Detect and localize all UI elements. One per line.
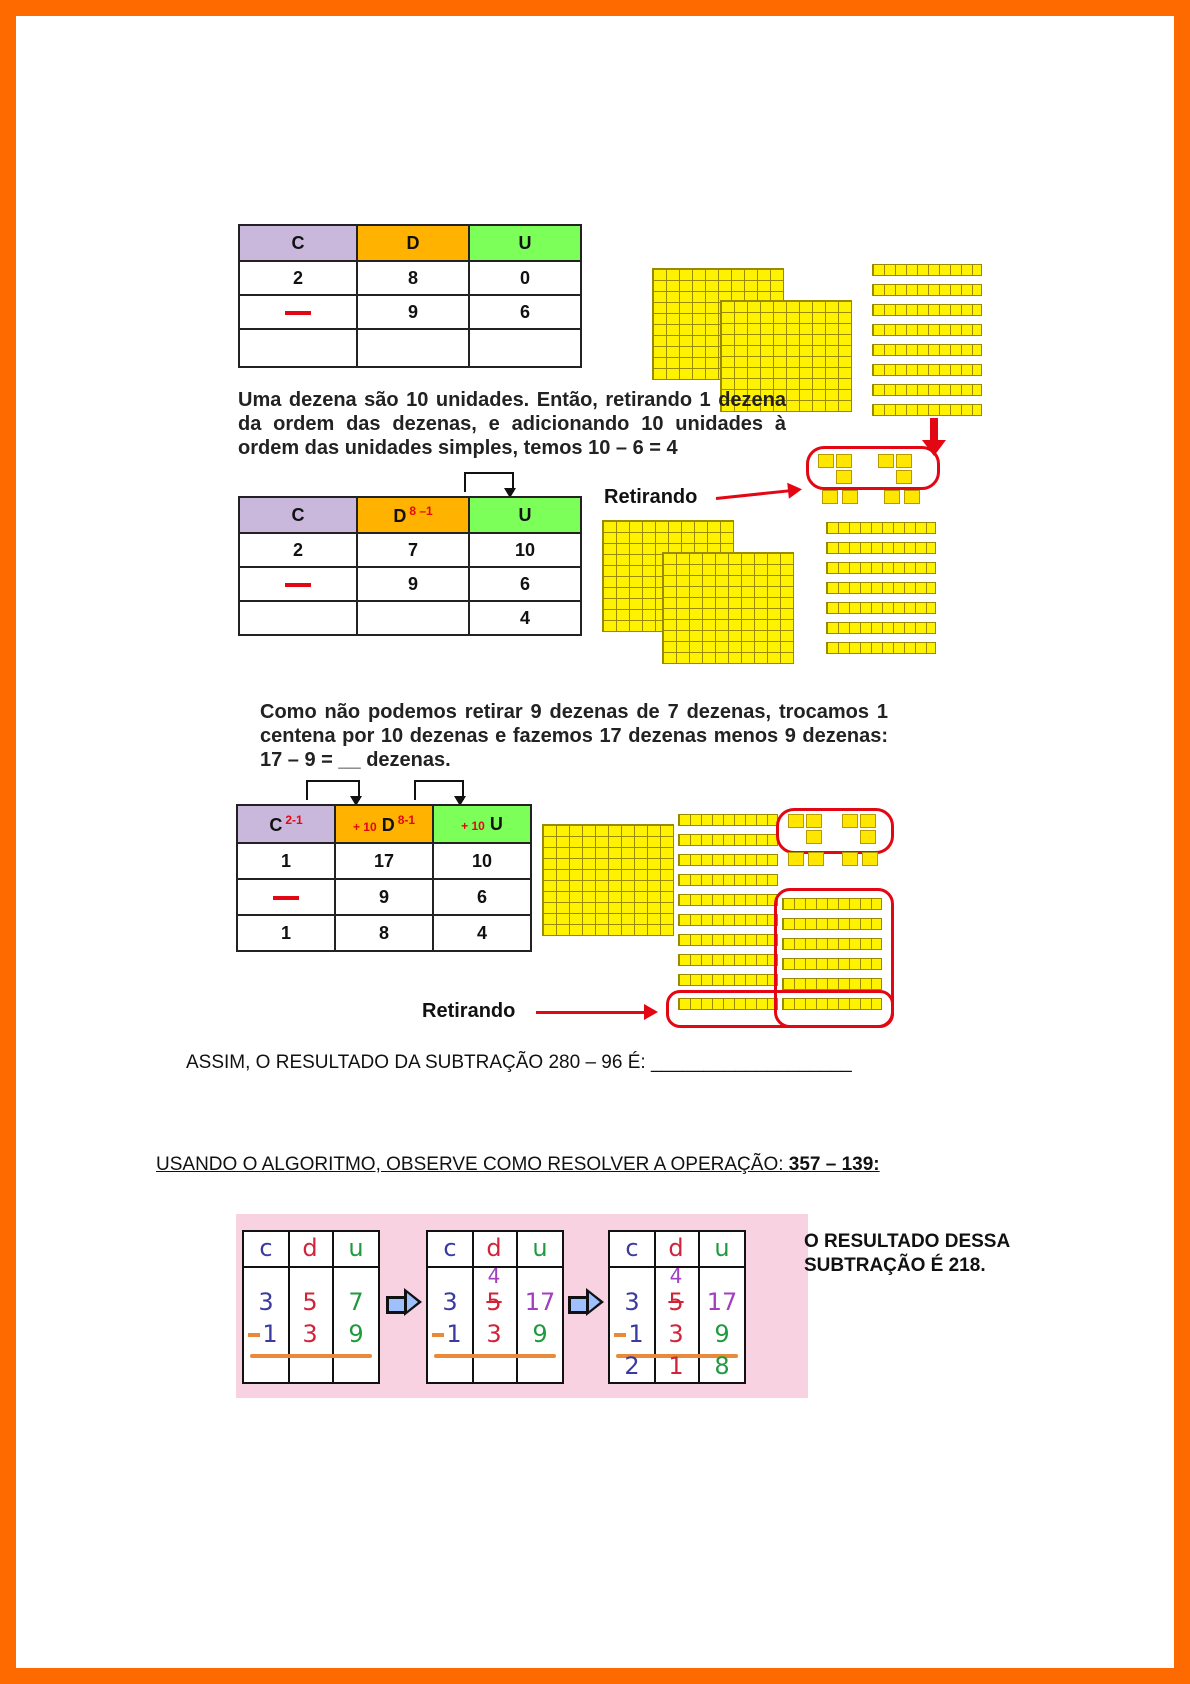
cell: 4 <box>433 915 531 951</box>
hundred-block <box>662 552 794 664</box>
figure-borrow-hundred <box>216 692 1006 1028</box>
figure-280-minus-96 <box>216 208 1006 688</box>
cell: 1 <box>237 843 335 879</box>
header-c: C <box>239 497 357 533</box>
cell: 17 <box>335 843 433 879</box>
header-c: C $^{2-1}$ <box>237 805 335 843</box>
algorithm-figure <box>236 1214 808 1398</box>
cell: 6 <box>469 295 581 329</box>
crossed-digit: 5 <box>668 1288 684 1316</box>
cell <box>357 601 469 635</box>
place-value-table-3 <box>236 804 532 952</box>
cell: 2 <box>239 533 357 567</box>
cell <box>239 329 357 367</box>
digit: 3 <box>486 1320 502 1348</box>
header-d: d <box>302 1234 318 1262</box>
digit: 3 <box>668 1320 684 1348</box>
algorithm-step-2 <box>426 1230 564 1384</box>
borrow-digit: 4 <box>669 1264 683 1288</box>
header-c: c <box>443 1234 457 1262</box>
hundred-block <box>542 824 674 936</box>
cell: 2 <box>239 261 357 295</box>
explanation-paragraph-1: Uma dezena são 10 unidades. Então, retirando 1 dezena da ordem das dezenas, e adicionando 10 unidades à ordem das unidades simples, temos 10 – 6 = 4 <box>238 389 786 459</box>
cell: 9 <box>357 567 469 601</box>
place-value-table-2 <box>238 496 582 636</box>
header-d: d <box>486 1234 502 1262</box>
header-d: D <box>357 225 469 261</box>
digit: 3 <box>624 1288 640 1316</box>
header-u: u <box>532 1234 548 1262</box>
cell: 10 <box>433 843 531 879</box>
result-digit: 1 <box>668 1352 684 1380</box>
header-d: D $^{8 -1}$ <box>357 497 469 533</box>
digit: 9 <box>532 1320 548 1348</box>
cell <box>469 329 581 367</box>
digit: 9 <box>714 1320 730 1348</box>
cell: 8 <box>357 261 469 295</box>
header-u: U <box>469 497 581 533</box>
digit: 17 <box>524 1288 556 1316</box>
digit: 1 <box>446 1320 462 1348</box>
minus-sign <box>239 295 357 329</box>
digit: 5 <box>302 1288 318 1316</box>
result-question-line: ASSIM, O RESULTADO DA SUBTRAÇÃO 280 – 96 É: ___________________ <box>186 1052 852 1073</box>
algorithm-step-1 <box>242 1230 380 1384</box>
result-note: O RESULTADO DESSA SUBTRAÇÃO É 218. <box>804 1231 1010 1276</box>
header-c: c <box>259 1234 273 1262</box>
digit: 17 <box>706 1288 738 1316</box>
result-digit: 8 <box>714 1352 730 1380</box>
place-value-table-1 <box>238 224 582 368</box>
retirando-label: Retirando <box>604 486 698 508</box>
header-c: C <box>239 225 357 261</box>
header-u: + 10 U <box>433 805 531 843</box>
cell: 7 <box>357 533 469 567</box>
header-u: U <box>469 225 581 261</box>
cell: 4 <box>469 601 581 635</box>
minus-sign <box>237 879 335 915</box>
minus-sign <box>239 567 357 601</box>
algorithm-step-3 <box>608 1230 746 1384</box>
cell: 1 <box>237 915 335 951</box>
cell: 10 <box>469 533 581 567</box>
header-d: + 10 D $^{8-1}$ <box>335 805 433 843</box>
cell <box>357 329 469 367</box>
cell: 8 <box>335 915 433 951</box>
digit: 7 <box>348 1288 364 1316</box>
digit: 3 <box>258 1288 274 1316</box>
crossed-digit: 5 <box>486 1288 502 1316</box>
worksheet-page <box>16 16 1174 1668</box>
cell: 9 <box>357 295 469 329</box>
digit: 1 <box>628 1320 644 1348</box>
cell: 6 <box>469 567 581 601</box>
digit: 3 <box>302 1320 318 1348</box>
removed-units-loop <box>806 446 940 490</box>
result-digit: 2 <box>624 1352 640 1380</box>
cell: 6 <box>433 879 531 915</box>
digit: 3 <box>442 1288 458 1316</box>
algorithm-heading: USANDO O ALGORITMO, OBSERVE COMO RESOLVER A OPERAÇÃO: 357 – 139: <box>156 1154 880 1175</box>
header-u: u <box>348 1234 364 1262</box>
digit: 1 <box>262 1320 278 1348</box>
cell <box>239 601 357 635</box>
explanation-paragraph-2: Como não podemos retirar 9 dezenas de 7 dezenas, trocamos 1 centena por 10 dezenas e fazemos 17 dezenas menos 9 dezenas: 17 – 9 = __ dezenas. <box>260 701 888 771</box>
borrow-digit: 4 <box>487 1264 501 1288</box>
cell: 0 <box>469 261 581 295</box>
header-u: u <box>714 1234 730 1262</box>
header-d: d <box>668 1234 684 1262</box>
retirando-label: Retirando <box>422 1000 516 1022</box>
cell: 9 <box>335 879 433 915</box>
digit: 9 <box>348 1320 364 1348</box>
header-c: c <box>625 1234 639 1262</box>
